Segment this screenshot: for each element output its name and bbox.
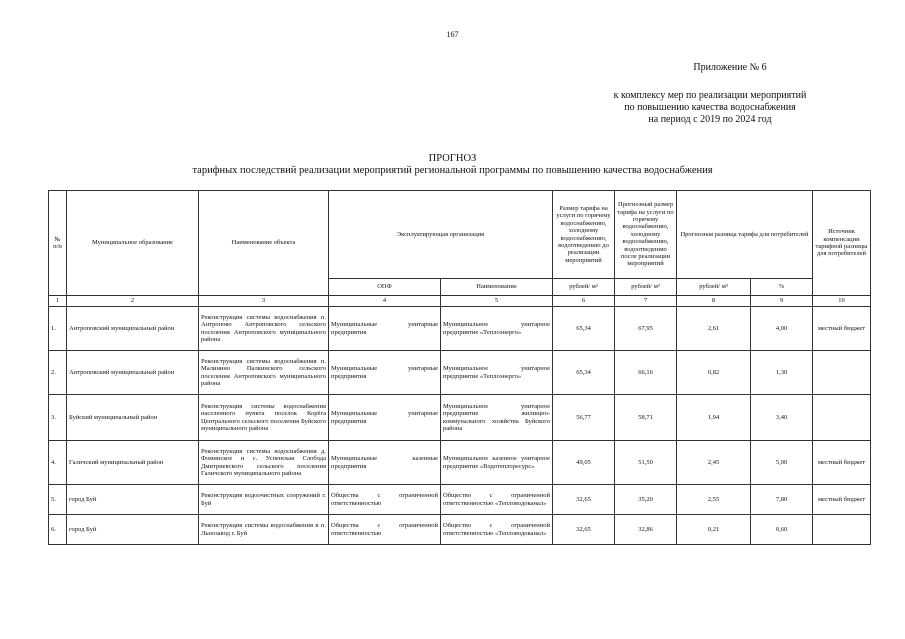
row-source [813,395,871,441]
row-source [813,515,871,545]
row-before: 32,65 [553,485,615,515]
row-name: Общество с ограниченной ответственностью «Тепловодоканал» [441,485,553,515]
header-percent: % [751,279,813,296]
row-percent: 3,40 [751,395,813,441]
row-object: Реконструкция системы водоснабжения населенного пункта поселок Корёга Центрального сельского поселения Буйского муниципального района [199,395,329,441]
header-municipality: Муниципальное образование [67,191,199,296]
header-unit-before: рублей/ м³ [553,279,615,296]
document-heading [0,153,905,177]
column-number: 1 [49,296,67,307]
row-after: 32,86 [615,515,677,545]
header-tariff-before: Размер тарифа на услуги по горячему водоснабжению, холодному водоснабжению, водоотведению до реализации мероприятий [553,191,615,279]
header-unit-after: рублей/ м³ [615,279,677,296]
row-name: Муниципальное унитарное предприятие «Теплоэнерго» [441,307,553,351]
row-before: 32,65 [553,515,615,545]
heading-subtitle: тарифных последствий реализации мероприятий региональной программы по повышению качества водоснабжения [192,165,713,176]
row-num: 1. [49,307,67,351]
row-diff: 1,94 [677,395,751,441]
column-numbers-row [49,296,871,307]
column-number: 5 [441,296,553,307]
row-object: Реконструкция системы водоснабжения в п. Льнозавод г. Буй [199,515,329,545]
row-municipality: Галичский муниципальный район [67,441,199,485]
row-percent: 0,60 [751,515,813,545]
header-num: № п/п [49,191,67,296]
forecast-table [48,190,871,545]
row-percent: 5,00 [751,441,813,485]
row-after: 67,95 [615,307,677,351]
row-after: 51,50 [615,441,677,485]
column-number: 10 [813,296,871,307]
header-tariff-diff: Прогнозная разница тарифа для потребителей [677,191,813,279]
row-municipality: Буйский муниципальный район [67,395,199,441]
table-row [49,515,871,545]
heading-title: ПРОГНОЗ [428,153,477,164]
row-before: 49,05 [553,441,615,485]
header-opf: ОПФ [329,279,441,296]
row-percent: 1,30 [751,351,813,395]
row-num: 3. [49,395,67,441]
row-municipality: город Буй [67,485,199,515]
row-source: местный бюджет [813,307,871,351]
header-object: Наименование объекта [199,191,329,296]
row-name: Муниципальное унитарное предприятие жилищно-коммунального хозяйства Буйского района [441,395,553,441]
row-before: 65,34 [553,307,615,351]
column-number: 3 [199,296,329,307]
row-diff: 2,45 [677,441,751,485]
row-object: Реконструкция системы водоснабжения д. Фоминское и с. Успенская Слобода Дмитриевского сельского поселения Галичского муниципального района [199,441,329,485]
row-municipality: город Буй [67,515,199,545]
row-after: 35,20 [615,485,677,515]
header-operator: Эксплуатирующая организация [329,191,553,279]
row-percent: 4,00 [751,307,813,351]
row-source: местный бюджет [813,485,871,515]
row-object: Реконструкция водоочистных сооружений г. Буй [199,485,329,515]
row-num: 6. [49,515,67,545]
row-opf: Муниципальные унитарные предприятия [329,351,441,395]
row-source [813,351,871,395]
column-number: 9 [751,296,813,307]
appendix-title: Приложение № 6 [693,62,767,73]
appendix-subtitle [560,90,860,126]
column-number: 6 [553,296,615,307]
row-before: 56,77 [553,395,615,441]
row-num: 4. [49,441,67,485]
row-opf: Общества с ограниченной ответственностью [329,485,441,515]
column-number: 2 [67,296,199,307]
row-name: Общество с ограниченной ответственностью «Тепловодоканал» [441,515,553,545]
row-municipality: Антроповский муниципальный район [67,351,199,395]
header-tariff-after: Прогнозный размер тарифа на услуги по горячему водоснабжению, холодному водоснабжению, водоотведению после реализации мероприятий [615,191,677,279]
header-unit-diff: рублей/ м³ [677,279,751,296]
row-source: местный бюджет [813,441,871,485]
row-after: 58,71 [615,395,677,441]
header-name: Наименование [441,279,553,296]
row-after: 66,16 [615,351,677,395]
row-num: 5. [49,485,67,515]
column-number: 4 [329,296,441,307]
table-row [49,485,871,515]
row-opf: Муниципальные унитарные предприятия [329,307,441,351]
row-diff: 0,21 [677,515,751,545]
page-number: 167 [446,30,459,39]
table-row [49,307,871,351]
column-number: 8 [677,296,751,307]
row-opf: Муниципальные унитарные предприятия [329,395,441,441]
row-name: Муниципальное унитарное предприятие «Теплоэнерго» [441,351,553,395]
row-diff: 2,55 [677,485,751,515]
header-source: Источник компенсации тарифной разницы для потребителей [813,191,871,296]
subtitle-line: к комплексу мер по реализации мероприятий [613,90,807,101]
row-object: Реконструкция системы водоснабжения п. Антропово Антроповского сельского поселения Антроповского муниципального района [199,307,329,351]
subtitle-line: по повышению качества водоснабжения [624,102,796,113]
row-diff: 0,82 [677,351,751,395]
row-name: Муниципальное казенное унитарное предприятие «Водотеплоресурс» [441,441,553,485]
row-diff: 2,61 [677,307,751,351]
row-municipality: Антроповский муниципальный район [67,307,199,351]
row-opf: Муниципальные казенные предприятия [329,441,441,485]
row-percent: 7,80 [751,485,813,515]
table-row [49,351,871,395]
subtitle-line: на период с 2019 по 2024 год [648,114,772,125]
table-row [49,395,871,441]
column-number: 7 [615,296,677,307]
table-row [49,441,871,485]
row-object: Реконструкция системы водоснабжения п. Малинино Палкинского сельского поселения Антроповского муниципального района [199,351,329,395]
row-opf: Общества с ограниченной ответственностью [329,515,441,545]
row-num: 2. [49,351,67,395]
row-before: 65,34 [553,351,615,395]
